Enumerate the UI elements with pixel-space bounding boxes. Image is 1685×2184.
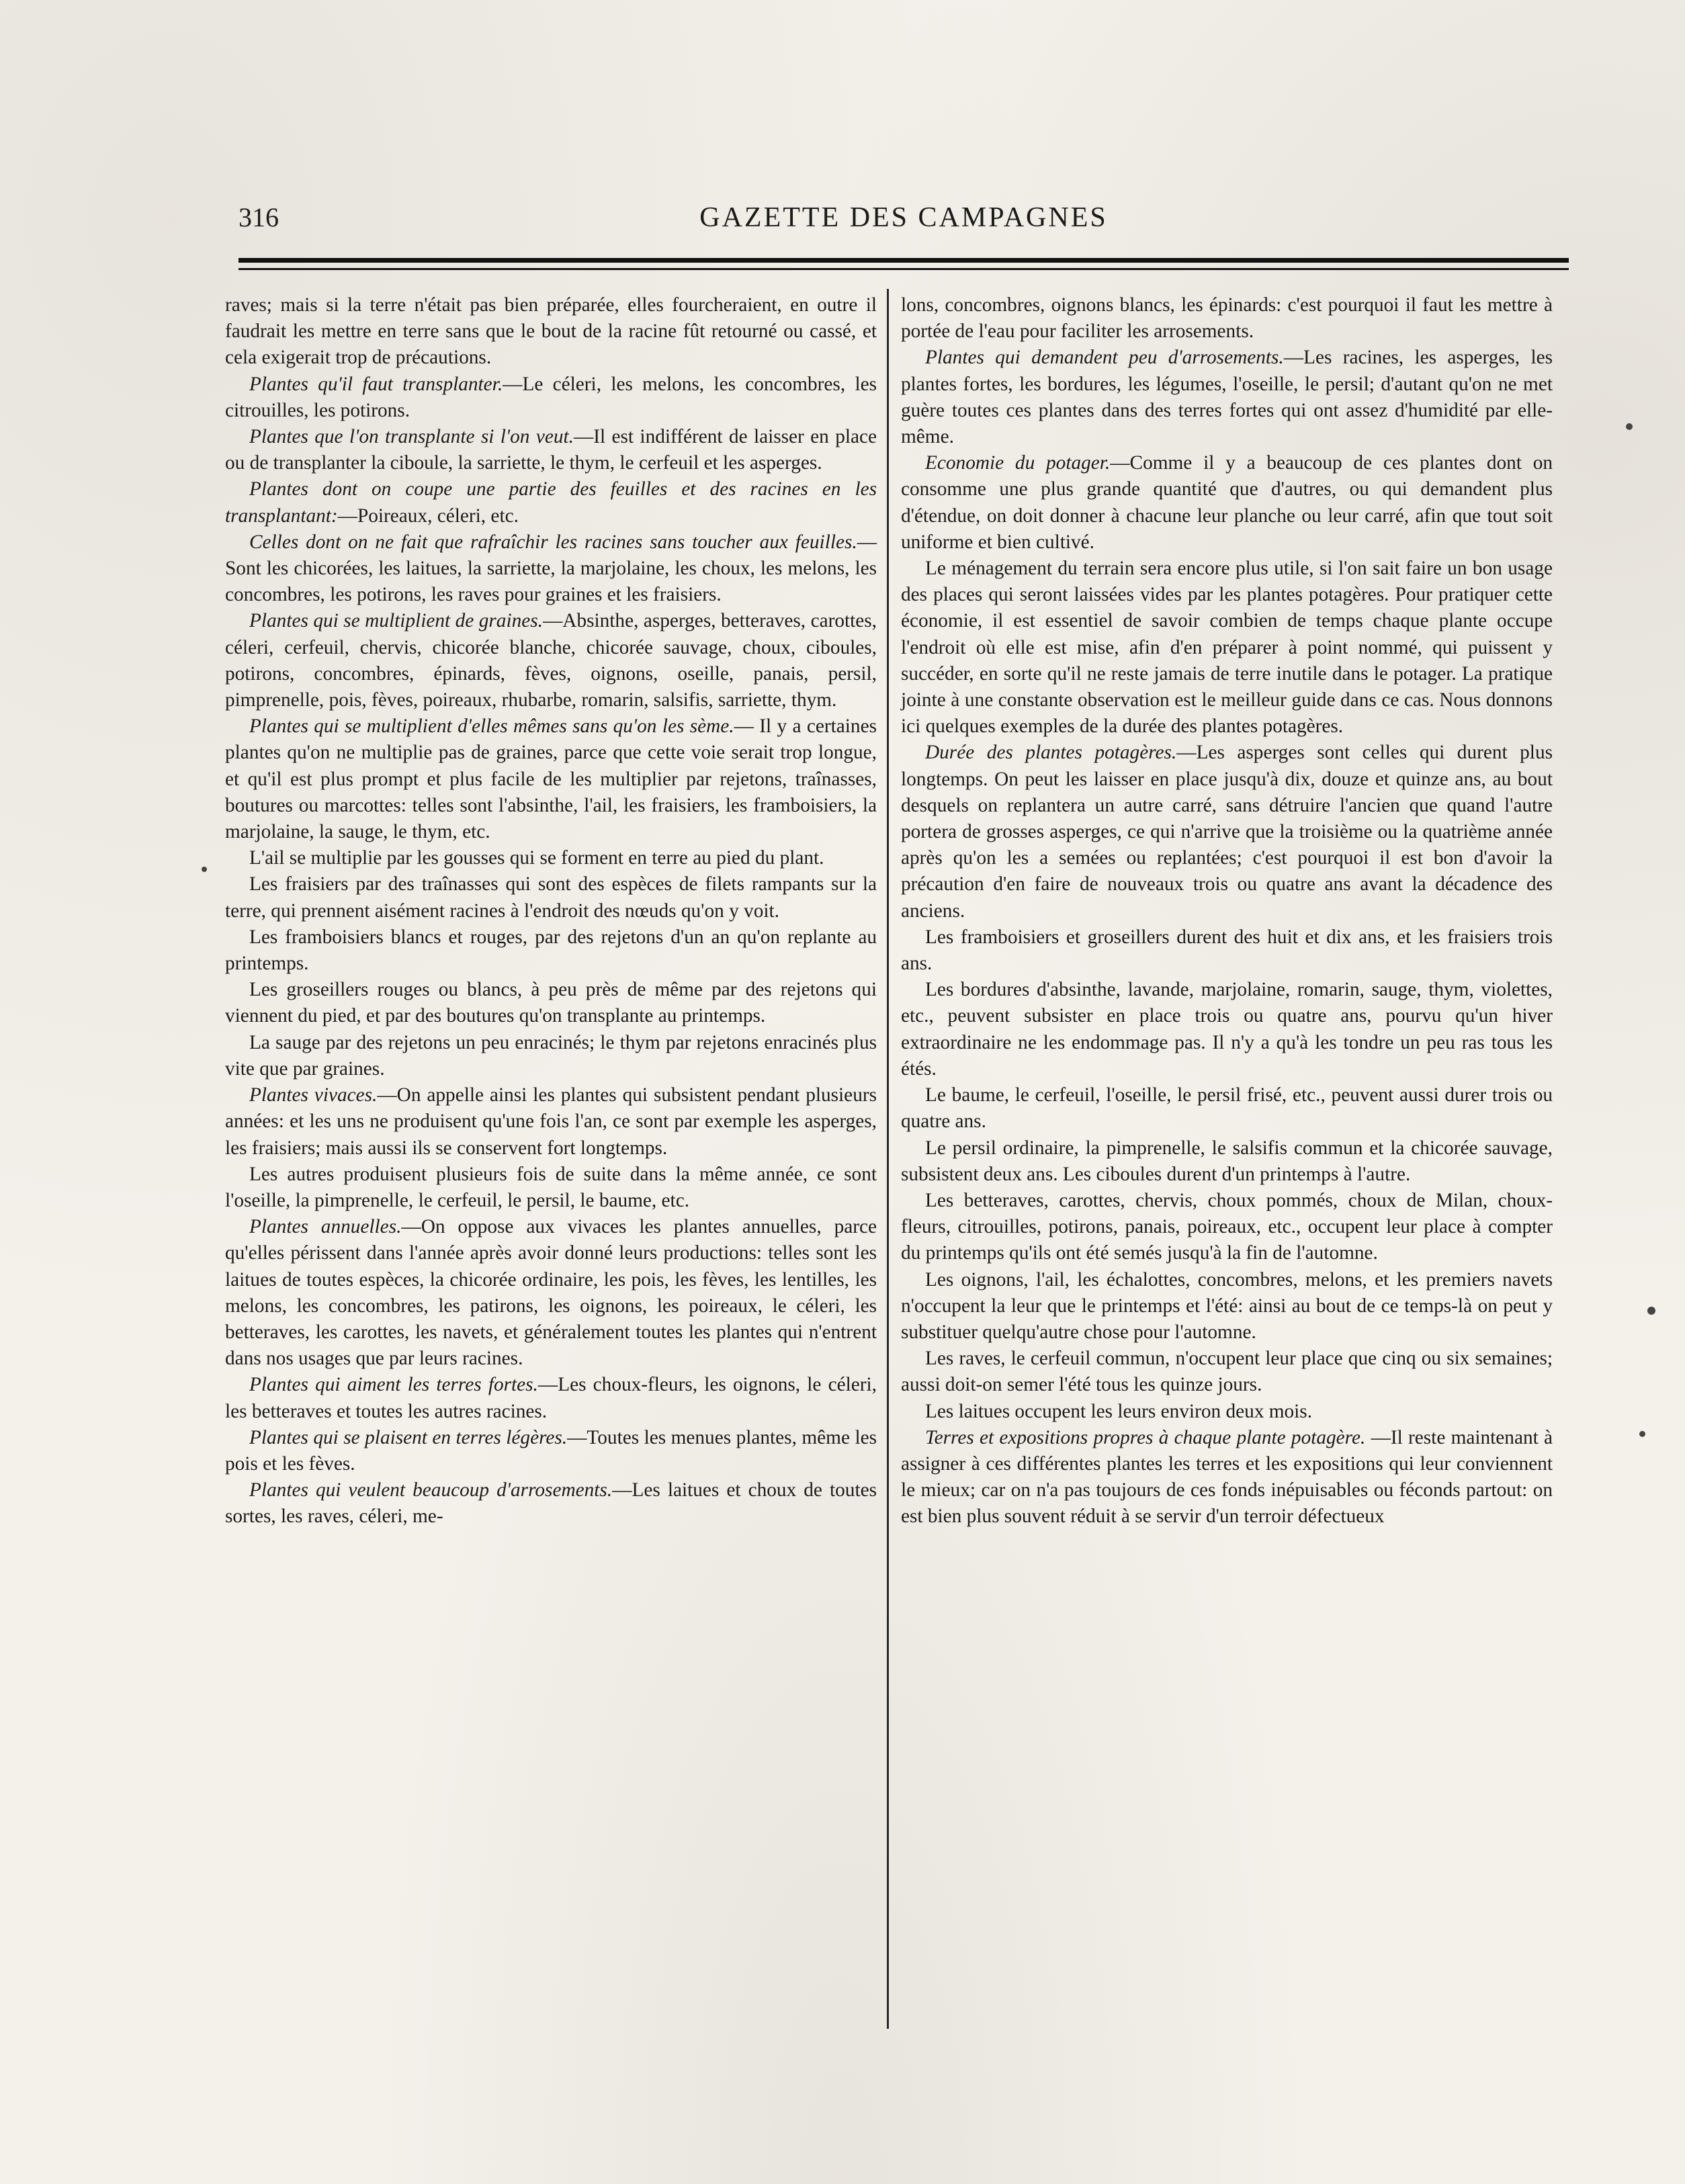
paragraph-lead: Plantes qui se plaisent en terres légères. — [249, 1426, 568, 1448]
paragraph — [225, 529, 877, 609]
paragraph-text: Le ménagement du terrain sera encore plus utile, si l'on sait faire un bon usage des places qui seront laissées vides par les plantes potagères. Pour pratiquer cette économie, il est essentiel de savoir combien de temps chaque plante occupe l'endroit où elle est mise, afin d'en préparer à point nommé, qui puissent y succéder, en sorte qu'il ne reste jamais de terre inutile dans le potager. La pratique jointe à une constante observation est le meilleur guide dans ce cas. Nous donnons ici quelques exemples de la durée des plantes potagères. — [901, 558, 1553, 738]
paragraph-text: Les betteraves, carottes, chervis, choux pommés, choux de Milan, choux-fleurs, citrouilles, potirons, panais, poireaux, etc., occupent leur place à compter du printemps qu'ils ont été semés jusqu'à la fin de l'automne. — [901, 1189, 1553, 1264]
paragraph — [225, 924, 877, 977]
paragraph-text: —Il est indifférent de laisser en place ou de transplanter la ciboule, la sarriette, le thym, le cerfeuil et les asperges. — [225, 426, 877, 474]
paragraph-lead: Terres et expositions propres à chaque plante potagère. — [925, 1426, 1366, 1448]
paragraph-lead: Plantes annuelles. — [249, 1216, 402, 1238]
paragraph-lead: Plantes qui se multiplient de graines. — [249, 610, 543, 632]
paragraph-text: Les bordures d'absinthe, lavande, marjolaine, romarin, sauge, thym, violettes, etc., peuvent subsister en place trois ou quatre ans, pourvu qu'un hiver extraordinaire ne les endommage pas. Il n'y a qu'à les tondre un peu ras tous les étés. — [901, 979, 1553, 1080]
paragraph-text: —Les asperges sont celles qui durent plus longtemps. On peut les laisser en place jusqu'à dix, douze et quinze ans, au bout desquels on replantera un autre carré, sans détruire l'ancien que quand l'autre portera de grosses asperges, ce qui n'arrive que la troisième ou la quatrième année après qu'on les a semées ou replantées; c'est pourquoi il est bon d'avoir la précaution d'en faire de nouveaux trois ou quatre ans avant la décadence des anciens. — [901, 742, 1553, 922]
paragraph — [901, 292, 1553, 345]
paragraph — [225, 1425, 877, 1477]
paragraph-text: —Sont les chicorées, les laitues, la sarriette, la marjolaine, les choux, les melons, les concombres, les potirons, les raves pour graines et les fraisiers. — [225, 531, 877, 606]
left-column — [225, 292, 877, 1530]
paragraph-text: Les laitues occupent les leurs environ deux mois. — [925, 1400, 1313, 1422]
paragraph-text: —On oppose aux vivaces les plantes annuelles, parce qu'elles périssent dans l'année après avoir donné leurs productions: telles sont les laitues de toutes espèces, la chicorée ordinaire, les pois, les fèves, les lentilles, les melons, les concombres, les patirons, les oignons, les poireaux, le céleri, les betteraves, les carottes, les navets, et généralement toutes les plantes qui n'entrent dans nos usages que par leurs racines. — [225, 1216, 877, 1370]
page-number: 316 — [239, 202, 279, 232]
paragraph-text: Les fraisiers par des traînasses qui sont des espèces de filets rampants sur la terre, qui prennent aisément racines à l'endroit des nœuds qu'on y voit. — [225, 873, 877, 922]
paragraph — [225, 1477, 877, 1530]
print-speck — [1639, 1431, 1645, 1437]
print-speck — [202, 867, 207, 872]
paragraph-text: —On appelle ainsi les plantes qui subsistent pendant plusieurs années: et les uns ne produisent qu'une fois l'an, ce sont par exemple les asperges, les fraisiers; mais aussi ils se conservent fort longtemps. — [225, 1084, 877, 1159]
paragraph — [901, 977, 1553, 1082]
paragraph-lead: Plantes qui se multiplient d'elles mêmes sans qu'on les sème. — [249, 715, 734, 738]
paragraph-lead: Durée des plantes potagères. — [925, 742, 1177, 764]
paragraph — [225, 1082, 877, 1162]
paragraph-text: Les framboisiers et groseillers durent des huit et dix ans, et les fraisiers trois ans. — [901, 926, 1553, 975]
paragraph — [225, 476, 877, 529]
paragraph — [225, 977, 877, 1029]
paragraph-lead: Plantes qui veulent beaucoup d'arrosements. — [249, 1479, 613, 1501]
paragraph — [225, 871, 877, 924]
paragraph — [901, 556, 1553, 740]
paragraph-lead: Plantes dont on coupe une partie des feuilles et des racines en les transplantant: — [225, 478, 877, 527]
paragraph-text: —Poireaux, céleri, etc. — [337, 505, 519, 527]
paragraph — [225, 1214, 877, 1372]
paragraph — [225, 713, 877, 845]
paragraph — [225, 292, 877, 372]
paragraph-text: Les framboisiers blancs et rouges, par des rejetons d'un an qu'on replante au printemps. — [225, 926, 877, 975]
paragraph-text: —Absinthe, asperges, betteraves, carottes, céleri, cerfeuil, chervis, chicorée blanche, chicorée sauvage, choux, ciboules, potirons, concombres, épinards, fèves, oignons, oseille, panais, persil, pimprenelle, pois, fèves, poireaux, rhubarbe, romarin, salsifis, sarriette, thym. — [225, 610, 877, 711]
paragraph — [901, 740, 1553, 924]
paragraph — [225, 372, 877, 424]
paragraph-text: —Les racines, les asperges, les plantes fortes, les bordures, les légumes, l'oseille, le persil; d'autant qu'on ne met guère toutes ces plantes dans des terres fortes qui ont assez d'humidité par elle-même. — [901, 347, 1553, 448]
paragraph-text: raves; mais si la terre n'était pas bien préparée, elles fourcheraient, en outre il faudrait les mettre en terre sans que le bout de la racine fût retourné ou cassé, et cela exigerait trop de précautions. — [225, 294, 877, 369]
running-title: GAZETTE DES CAMPAGNES — [699, 202, 1108, 233]
paragraph-lead: Plantes qui demandent peu d'arrosements. — [925, 347, 1284, 369]
paragraph-text: —Il reste maintenant à assigner à ces différentes plantes les terres et les expositions qui leur conviennent le mieux; car on n'a pas toujours de ces fonds inépuisables ou féconds partout: on est bien plus souvent réduit à se servir d'un terroir défectueux — [901, 1426, 1553, 1528]
paragraph — [901, 1188, 1553, 1267]
paragraph-text: L'ail se multiplie par les gousses qui se forment en terre au pied du plant. — [249, 847, 824, 869]
paragraph-lead: Plantes qui aiment les terres fortes. — [249, 1374, 538, 1396]
paragraph-text: La sauge par des rejetons un peu enracinés; le thym par rejetons enracinés plus vite que par graines. — [225, 1031, 877, 1080]
paragraph — [225, 1030, 877, 1082]
paragraph-text: —Les laitues et choux de toutes sortes, les raves, céleri, me- — [225, 1479, 877, 1528]
header-rule-thin — [239, 268, 1569, 270]
column-divider — [887, 289, 889, 2029]
paragraph — [225, 1162, 877, 1214]
paragraph-text: Le baume, le cerfeuil, l'oseille, le persil frisé, etc., peuvent aussi durer trois ou quatre ans. — [901, 1084, 1553, 1133]
paragraph-text: —Les choux-fleurs, les oignons, le céleri, les betteraves et toutes les autres racines. — [225, 1374, 877, 1422]
paragraph — [901, 1135, 1553, 1188]
paragraph — [901, 345, 1553, 450]
paragraph-text: Les raves, le cerfeuil commun, n'occupent leur place que cinq ou six semaines; aussi doit-on semer l'été tous les quinze jours. — [901, 1348, 1553, 1396]
paragraph-text: Les oignons, l'ail, les échalottes, concombres, melons, et les premiers navets n'occupent la leur que le printemps et l'été: ainsi au bout de ce temps-là on peut y substituer quelqu'autre chose pour l'automne. — [901, 1268, 1553, 1343]
paragraph-text: Les groseillers rouges ou blancs, à peu près de même par des rejetons qui viennent du pied, et par des boutures qu'on transplante au printemps. — [225, 979, 877, 1027]
paragraph-text: Le persil ordinaire, la pimprenelle, le salsifis commun et la chicorée sauvage, subsistent deux ans. Les ciboules durent d'un printemps à l'autre. — [901, 1137, 1553, 1185]
paragraph-text: —Toutes les menues plantes, même les pois et les fèves. — [225, 1426, 877, 1475]
paragraph-lead: Celles dont on ne fait que rafraîchir les racines sans toucher aux feuilles. — [249, 531, 857, 553]
page-header — [239, 202, 1569, 242]
paragraph-lead: Plantes qu'il faut transplanter. — [249, 373, 503, 395]
header-rule-thick — [239, 258, 1569, 263]
paragraph — [225, 1372, 877, 1424]
paragraph-text: lons, concombres, oignons blancs, les épinards: c'est pourquoi il faut les mettre à portée de l'eau pour faciliter les arrosements. — [901, 294, 1553, 343]
right-column — [901, 292, 1553, 1530]
paragraph-text: —Le céleri, les melons, les concombres, les citrouilles, les potirons. — [225, 373, 877, 421]
print-speck — [1647, 1307, 1655, 1315]
paragraph-lead: Economie du potager. — [925, 452, 1111, 474]
paragraph-text: — Il y a certaines plantes qu'on ne multiplie pas de graines, parce que cette voie serait trop longue, et qu'il est plus prompt et plus facile de les multiplier par rejetons, traînasses, boutures ou marcottes: telles sont l'absinthe, l'ail, les fraisiers, les framboisiers, la marjolaine, la sauge, le thym, etc. — [225, 715, 877, 843]
paragraph-lead: Plantes que l'on transplante si l'on veut. — [249, 426, 574, 448]
paragraph — [901, 1082, 1553, 1135]
paragraph — [901, 1425, 1553, 1530]
print-speck — [1626, 423, 1633, 430]
paragraph — [901, 1267, 1553, 1346]
paragraph-lead: Plantes vivaces. — [249, 1084, 378, 1106]
paragraph — [901, 450, 1553, 556]
paragraph — [225, 845, 877, 871]
paragraph — [225, 608, 877, 713]
paragraph-text: Les autres produisent plusieurs fois de suite dans la même année, ce sont l'oseille, la pimprenelle, le cerfeuil, le persil, le baume, etc. — [225, 1163, 877, 1211]
paragraph-text: —Comme il y a beaucoup de ces plantes dont on consomme une plus grande quantité que d'autres, ou qui demandent plus d'étendue, on doit donner à chacune leur planche ou leur carré, afin que tout soit uniforme et bien cultivé. — [901, 452, 1553, 553]
paragraph — [901, 924, 1553, 977]
paragraph — [901, 1399, 1553, 1425]
paragraph — [225, 424, 877, 476]
paragraph — [901, 1346, 1553, 1398]
